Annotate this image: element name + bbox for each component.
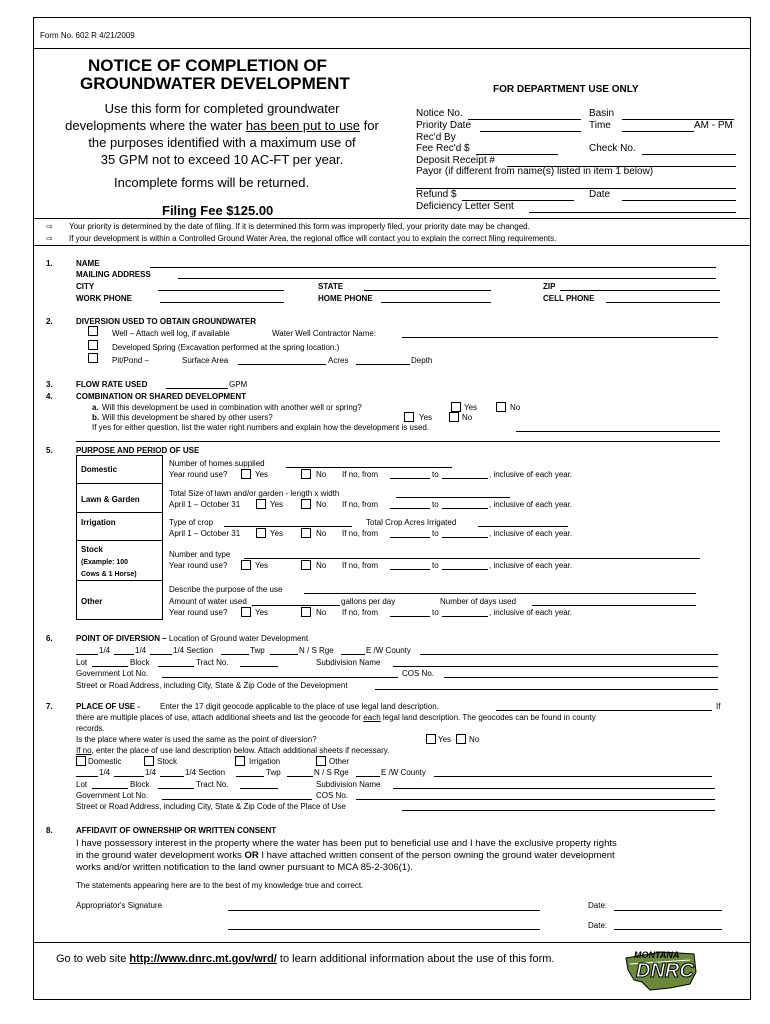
geocode-if: If	[716, 702, 721, 711]
pod-section-field[interactable]	[221, 654, 249, 655]
stock-yes-checkbox[interactable]	[241, 560, 251, 570]
form-title-line1: NOTICE OF COMPLETION OF	[88, 56, 327, 75]
statements-true: The statements appearing here are to the best of my knowledge true and correct.	[76, 881, 364, 890]
pou-qtr2-field[interactable]	[114, 776, 144, 777]
crop-acres-field[interactable]	[478, 526, 568, 527]
pod-qtr1-field[interactable]	[76, 654, 98, 655]
pou-street-label: Street or Road Address, including City, State & Zip Code of the Place of Use	[76, 802, 346, 811]
lawn-garden-label: Lawn & Garden	[81, 495, 140, 504]
stock-example-line2: Cows & 1 Horse)	[81, 571, 137, 578]
stock-to-label: to	[432, 561, 439, 570]
website-link[interactable]: http://www.dnrc.mt.gov/wrd/	[129, 953, 277, 965]
lawn-yes-checkbox[interactable]	[256, 499, 266, 509]
section3-number: 3.	[46, 380, 53, 389]
same-place-no-checkbox[interactable]	[456, 734, 466, 744]
section7-number: 7.	[46, 702, 53, 711]
priority-date-field[interactable]	[480, 131, 581, 132]
pou-qtr1-label: 1/4	[99, 768, 111, 777]
homes-supplied-field[interactable]	[286, 467, 452, 468]
cell-phone-label: CELL PHONE	[543, 294, 595, 303]
irrigation-no-checkbox[interactable]	[301, 528, 311, 538]
lawn-size-field[interactable]	[396, 497, 510, 498]
intro-line1: Use this form for completed groundwater	[104, 101, 340, 116]
state-field[interactable]	[364, 290, 491, 291]
pou-rge-field[interactable]	[356, 776, 380, 777]
signature-field-2[interactable]	[228, 929, 540, 930]
spring-checkbox[interactable]	[88, 340, 98, 350]
pod-twp-field[interactable]	[270, 654, 298, 655]
date-field[interactable]	[622, 200, 736, 201]
question-b: Will this development be shared by other users?	[102, 413, 273, 422]
home-phone-field[interactable]	[381, 302, 491, 303]
crop-type-field[interactable]	[224, 526, 352, 527]
pou-lot-label: Lot	[76, 780, 88, 789]
other-no-label: No	[316, 608, 327, 617]
geocode-note-a: there are multiple places of use, attach additional sheets and list the geocode for	[76, 713, 364, 722]
pod-tract-field[interactable]	[240, 666, 278, 667]
city-label: CITY	[76, 282, 95, 291]
pod-block-label: Block	[130, 658, 150, 667]
pou-other-label: Other	[329, 757, 350, 766]
domestic-yes-checkbox[interactable]	[241, 469, 251, 479]
intro-line2	[38, 117, 406, 134]
pod-gov-lot-field[interactable]	[162, 677, 398, 678]
pod-qtr2-field[interactable]	[114, 654, 134, 655]
lawn-april-label: April 1 – October 31	[169, 500, 241, 509]
pod-lot-field[interactable]	[92, 666, 128, 667]
cell-phone-field[interactable]	[606, 302, 720, 303]
other-no-checkbox[interactable]	[301, 607, 311, 617]
pou-irrigation-label: Irrigation	[249, 757, 281, 766]
pou-irrigation-checkbox[interactable]	[235, 756, 245, 766]
irrigation-april-label: April 1 – October 31	[169, 529, 241, 538]
irrigation-to-field[interactable]	[442, 537, 488, 538]
question-b-no-label: No	[462, 413, 473, 422]
geocode-multiple-note	[76, 713, 596, 723]
work-phone-label: WORK PHONE	[76, 294, 132, 303]
fee-recd-label: Fee Rec'd $	[416, 143, 470, 154]
other-to-field[interactable]	[442, 616, 488, 617]
lawn-to-field[interactable]	[442, 508, 488, 509]
if-no-rest: , enter the place of use land description below. Attach additional sheets if necessary.	[91, 746, 390, 755]
pou-twp-field[interactable]	[287, 776, 313, 777]
flow-rate-field[interactable]	[166, 388, 228, 389]
pod-street-label: Street or Road Address, including City, State & Zip Code of the Development	[76, 681, 348, 690]
affidavit-paragraph-line2	[76, 850, 615, 861]
question-a-no-checkbox[interactable]	[496, 402, 506, 412]
number-type-field[interactable]	[244, 558, 700, 559]
describe-purpose-label: Describe the purpose of the use	[169, 585, 283, 594]
stock-yes-label: Yes	[255, 561, 269, 570]
footer-text	[56, 953, 554, 965]
pod-tract-label: Tract No.	[196, 658, 229, 667]
row-divider	[76, 580, 163, 581]
section2-number: 2.	[46, 317, 53, 326]
zip-label: ZIP	[543, 282, 556, 291]
pod-subdivision-field[interactable]	[393, 666, 718, 667]
pou-lot-field[interactable]	[92, 788, 128, 789]
pod-subdivision-label: Subdivision Name	[316, 658, 381, 667]
stock-year-round-label: Year round use?	[169, 561, 228, 570]
question-b-yes-checkbox[interactable]	[404, 412, 414, 422]
irrigation-to-label: to	[432, 529, 439, 538]
domestic-to-label: to	[432, 470, 439, 479]
footer-post: to learn additional information about the use of this form.	[276, 953, 555, 965]
pou-subdivision-field[interactable]	[393, 788, 715, 789]
domestic-to-field[interactable]	[442, 478, 488, 479]
section8-number: 8.	[46, 826, 53, 835]
notice-no-label: Notice No.	[416, 108, 463, 119]
same-place-yes-label: Yes	[438, 735, 452, 744]
am-pm-label: AM - PM	[694, 120, 733, 131]
stock-label: Stock	[81, 545, 103, 554]
domestic-label: Domestic	[81, 465, 118, 474]
other-from-field[interactable]	[390, 616, 430, 617]
pou-county-field[interactable]	[434, 776, 712, 777]
pou-cos-field[interactable]	[356, 799, 715, 800]
other-yes-checkbox[interactable]	[241, 607, 251, 617]
form-title-line2: GROUNDWATER DEVELOPMENT	[80, 74, 350, 93]
section6-number: 6.	[46, 634, 53, 643]
pou-ns-rge-label: N / S Rge	[314, 768, 349, 777]
lawn-inclusive: , inclusive of each year.	[489, 500, 573, 509]
pod-ns-rge-label: N / S Rge	[299, 646, 334, 655]
other-inclusive: , inclusive of each year.	[489, 608, 573, 617]
pod-lot-label: Lot	[76, 658, 88, 667]
dept-use-box	[412, 100, 748, 218]
pit-pond-label: Pit/Pond –	[112, 356, 149, 365]
note-arrow-icon: ⇨	[46, 222, 53, 231]
section1-number: 1.	[46, 259, 53, 268]
affidavit-paragraph-line3: works and/or written notification to the land owner pursuant to MCA 85-2-306(1).	[76, 862, 413, 873]
form-number: Form No. 602 R 4/21/2009	[40, 31, 135, 40]
pod-qtr2-label: 1/4	[135, 646, 147, 655]
pou-subdivision-label: Subdivision Name	[316, 780, 381, 789]
intro-line2-a: developments where the water	[65, 118, 246, 133]
pou-section-field[interactable]	[236, 776, 264, 777]
priority-date-label: Priority Date	[416, 120, 472, 131]
stock-from-field[interactable]	[390, 569, 430, 570]
pou-domestic-checkbox[interactable]	[76, 756, 86, 766]
depth-field[interactable]	[356, 364, 410, 365]
domestic-inclusive: , inclusive of each year.	[489, 470, 573, 479]
pou-ew-county-label: E /W County	[381, 768, 426, 777]
lawn-to-label: to	[432, 500, 439, 509]
footer-divider	[34, 942, 750, 943]
same-place-question: Is the place where water is used the same as the point of diversion?	[76, 735, 317, 744]
lawn-from-field[interactable]	[390, 508, 430, 509]
days-used-field[interactable]	[532, 605, 696, 606]
pou-qtr2-label: 1/4	[145, 768, 157, 777]
question-b-label: b.	[92, 413, 100, 422]
row-divider	[76, 512, 163, 513]
pod-section-label: 1/4 Section	[173, 646, 214, 655]
pou-stock-checkbox[interactable]	[144, 756, 154, 766]
same-place-no-label: No	[469, 735, 480, 744]
geocode-records: records.	[76, 724, 105, 733]
crop-acres-label: Total Crop Acres Irrigated	[366, 518, 457, 527]
question-a-yes-label: Yes	[464, 403, 478, 412]
intro-text	[38, 100, 406, 168]
question-a-label: a.	[92, 403, 99, 412]
pou-cos-label: COS No.	[316, 791, 349, 800]
pod-title-rest: Location of Ground water Development	[166, 634, 309, 643]
dept-use-title: FOR DEPARTMENT USE ONLY	[493, 84, 639, 95]
same-place-yes-checkbox[interactable]	[426, 734, 436, 744]
footer-pre: Go to web site	[56, 953, 130, 965]
check-no-label: Check No.	[589, 143, 636, 154]
pou-gov-lot-field[interactable]	[162, 799, 312, 800]
surface-area-field[interactable]	[238, 364, 326, 365]
irrigation-label: Irrigation	[81, 518, 116, 527]
place-of-use-title: PLACE OF USE -	[76, 702, 141, 711]
zip-field[interactable]	[560, 290, 720, 291]
pod-rge-field[interactable]	[341, 654, 365, 655]
domestic-year-round-label: Year round use?	[169, 470, 228, 479]
flow-rate-label: FLOW RATE USED	[76, 380, 148, 389]
homes-supplied-label: Number of homes supplied	[169, 459, 265, 468]
pod-title-bold: POINT OF DIVERSION –	[76, 634, 167, 643]
contractor-label: Water Well Contractor Name:	[272, 329, 377, 338]
other-year-round-label: Year round use?	[169, 608, 228, 617]
irrigation-inclusive: , inclusive of each year.	[489, 529, 573, 538]
irrigation-from-field[interactable]	[390, 537, 430, 538]
pod-qtr3-field[interactable]	[150, 654, 172, 655]
question-a-no-label: No	[510, 403, 521, 412]
row-divider	[76, 483, 163, 484]
days-used-label: Number of days used	[440, 597, 517, 606]
if-yes-explain: If yes for either question, list the water right numbers and explain how the development is used.	[92, 423, 430, 432]
deposit-receipt-label: Deposit Receipt #	[416, 155, 495, 166]
time-label: Time	[589, 120, 611, 131]
pou-gov-lot-label: Government Lot No.	[76, 791, 149, 800]
diversion-title: DIVERSION USED TO OBTAIN GROUNDWATER	[76, 317, 257, 326]
question-a: Will this development be used in combination with another well or spring?	[102, 403, 362, 412]
pou-section-label: 1/4 Section	[185, 768, 226, 777]
describe-purpose-field[interactable]	[304, 593, 696, 594]
pou-twp-label: Twp	[266, 768, 281, 777]
state-label: STATE	[318, 282, 344, 291]
well-label: Well – Attach well log, if available	[112, 329, 230, 338]
pou-block-field[interactable]	[158, 788, 194, 789]
lawn-no-label: No	[316, 500, 327, 509]
pou-tract-label: Tract No.	[196, 780, 229, 789]
pou-block-label: Block	[130, 780, 150, 789]
deficiency-field[interactable]	[529, 212, 736, 213]
pou-stock-label: Stock	[157, 757, 178, 766]
depth-label: Depth	[411, 356, 433, 365]
stock-if-no-label: If no, from	[342, 561, 379, 570]
pod-block-field[interactable]	[158, 666, 194, 667]
name-label: NAME	[76, 259, 100, 268]
affidavit-title: AFFIDAVIT OF OWNERSHIP OR WRITTEN CONSENT	[76, 826, 277, 835]
refund-label: Refund $	[416, 189, 457, 200]
amount-water-label: Amount of water used	[169, 597, 247, 606]
other-yes-label: Yes	[255, 608, 269, 617]
pou-domestic-label: Domestic	[88, 757, 122, 766]
filing-fee: Filing Fee $125.00	[162, 203, 274, 218]
lawn-size-label: Total Size of lawn and/or garden - length x width	[169, 489, 340, 498]
name-field[interactable]	[150, 267, 716, 268]
pod-cos-label: COS No.	[402, 669, 435, 678]
domestic-yes-label: Yes	[255, 470, 269, 479]
spring-label: Developed Spring (Excavation performed at the spring location.)	[112, 343, 340, 352]
if-no-instruction	[76, 746, 389, 756]
intro-line3: the purposes identified with a maximum use of	[88, 135, 356, 150]
question-b-no-checkbox[interactable]	[449, 412, 459, 422]
header-divider	[34, 48, 750, 49]
other-if-no-label: If no, from	[342, 608, 379, 617]
payor-label: Payor (if different from name(s) listed in item 1 below)	[416, 166, 654, 177]
pou-tract-field[interactable]	[240, 788, 278, 789]
domestic-if-no-label: If no, from	[342, 470, 379, 479]
pod-twp-label: Twp	[250, 646, 265, 655]
affidavit-p2-a: in the ground water development works	[76, 850, 245, 861]
notes-divider-bottom	[34, 245, 750, 246]
signature-date-field-2[interactable]	[614, 929, 722, 930]
signature-date-field-1[interactable]	[614, 910, 722, 911]
surface-area-label: Surface Area	[182, 356, 229, 365]
signature-field-1[interactable]	[228, 910, 540, 911]
time-field[interactable]	[622, 131, 694, 132]
irrigation-yes-checkbox[interactable]	[256, 528, 266, 538]
affidavit-or: OR	[244, 850, 259, 861]
notes-divider-top	[34, 218, 750, 219]
stock-example-line1: (Example: 100	[81, 559, 129, 566]
question-a-yes-checkbox[interactable]	[451, 402, 461, 412]
signature-label: Appropriator's Signature	[76, 901, 163, 910]
row-divider	[76, 540, 163, 541]
pou-qtr3-field[interactable]	[160, 776, 184, 777]
date-label: Date	[589, 189, 611, 200]
note-controlled-area: If your development is within a Controlled Ground Water Area, the regional office will contact you to explain the correct filing requirements.	[69, 234, 557, 243]
incomplete-notice: Incomplete forms will be returned.	[114, 175, 310, 190]
notice-no-field[interactable]	[468, 119, 581, 120]
purpose-title: PURPOSE AND PERIOD OF USE	[76, 446, 200, 455]
lawn-yes-label: Yes	[270, 500, 284, 509]
geocode-note-each: each	[363, 713, 381, 722]
intro-line2-c: for	[360, 118, 379, 133]
well-checkbox[interactable]	[88, 326, 98, 336]
section5-number: 5.	[46, 446, 53, 455]
basin-label: Basin	[589, 108, 615, 119]
gallons-per-day-label: gallons per day	[341, 597, 396, 606]
number-type-label: Number and type	[169, 550, 231, 559]
irrigation-no-label: No	[316, 529, 327, 538]
acres-label: Acres	[328, 356, 349, 365]
recd-by-label: Rec'd By	[416, 132, 456, 143]
work-phone-field[interactable]	[160, 302, 284, 303]
signature-date-label-1: Date:	[588, 901, 608, 910]
pou-other-checkbox[interactable]	[316, 756, 326, 766]
pod-gov-lot-label: Government Lot No.	[76, 669, 149, 678]
logo-montana-text: MONTANA	[634, 950, 680, 960]
deficiency-label: Deficiency Letter Sent	[416, 201, 514, 212]
irrigation-if-no-label: If no, from	[342, 529, 379, 538]
domestic-no-label: No	[316, 470, 327, 479]
section4-number: 4.	[46, 392, 53, 401]
stock-no-label: No	[316, 561, 327, 570]
stock-inclusive: , inclusive of each year.	[489, 561, 573, 570]
crop-type-label: Type of crop	[169, 518, 214, 527]
stock-to-field[interactable]	[442, 569, 488, 570]
stock-no-checkbox[interactable]	[301, 560, 311, 570]
combination-title: COMBINATION OR SHARED DEVELOPMENT	[76, 392, 247, 401]
intro-line4: 35 GPM not to exceed 10 AC-FT per year.	[100, 152, 344, 167]
dnrc-logo	[620, 944, 700, 996]
pod-county-field[interactable]	[420, 654, 718, 655]
affidavit-p2-c: I have attached written consent of the person owning the ground water development	[258, 850, 615, 861]
if-yes-explain-field[interactable]	[516, 431, 720, 432]
pit-pond-checkbox[interactable]	[88, 353, 98, 363]
if-no-underline: If no	[76, 746, 92, 755]
lawn-if-no-label: If no, from	[342, 500, 379, 509]
note-priority: Your priority is determined by the date of filing. If it is determined this form was improperly filed, your priority date may be changed.	[69, 222, 530, 231]
contractor-field[interactable]	[402, 337, 718, 338]
geocode-note-c: legal land description. The geocodes can be found in county	[380, 713, 596, 722]
domestic-no-checkbox[interactable]	[301, 469, 311, 479]
pou-qtr1-field[interactable]	[76, 776, 98, 777]
pod-qtr1-label: 1/4	[99, 646, 111, 655]
purpose-table	[76, 455, 163, 620]
logo-dnrc-text: DNRC	[636, 960, 694, 982]
signature-date-label-2: Date:	[588, 921, 608, 930]
geocode-field[interactable]	[496, 710, 712, 711]
pod-cos-field[interactable]	[444, 677, 718, 678]
check-no-field[interactable]	[642, 154, 736, 155]
note-arrow-icon: ⇨	[46, 234, 53, 243]
point-of-diversion-title	[76, 634, 308, 644]
intro-line2-underline: has been put to use	[245, 118, 361, 133]
payor-field[interactable]	[416, 188, 736, 189]
home-phone-label: HOME PHONE	[318, 294, 373, 303]
other-to-label: to	[432, 608, 439, 617]
lawn-no-checkbox[interactable]	[301, 499, 311, 509]
pod-street-field[interactable]	[375, 689, 718, 690]
city-field[interactable]	[158, 290, 284, 291]
mailing-address-label: MAILING ADDRESS	[76, 270, 151, 279]
amount-water-field[interactable]	[252, 605, 340, 606]
gpm-label: GPM	[229, 380, 248, 389]
mailing-address-field[interactable]	[178, 278, 716, 279]
if-yes-explain-field-2[interactable]	[76, 441, 720, 442]
pod-ew-county-label: E /W County	[366, 646, 411, 655]
affidavit-paragraph-line1: I have possessory interest in the property where the water has been put to beneficial use and I have the exclusive property rights	[76, 838, 617, 849]
geocode-instruction: Enter the 17 digit geocode applicable to the place of use legal land description.	[160, 702, 439, 711]
question-b-yes-label: Yes	[419, 413, 433, 422]
other-label: Other	[81, 597, 103, 606]
domestic-from-field[interactable]	[390, 478, 430, 479]
irrigation-yes-label: Yes	[270, 529, 284, 538]
pou-street-field[interactable]	[402, 810, 715, 811]
